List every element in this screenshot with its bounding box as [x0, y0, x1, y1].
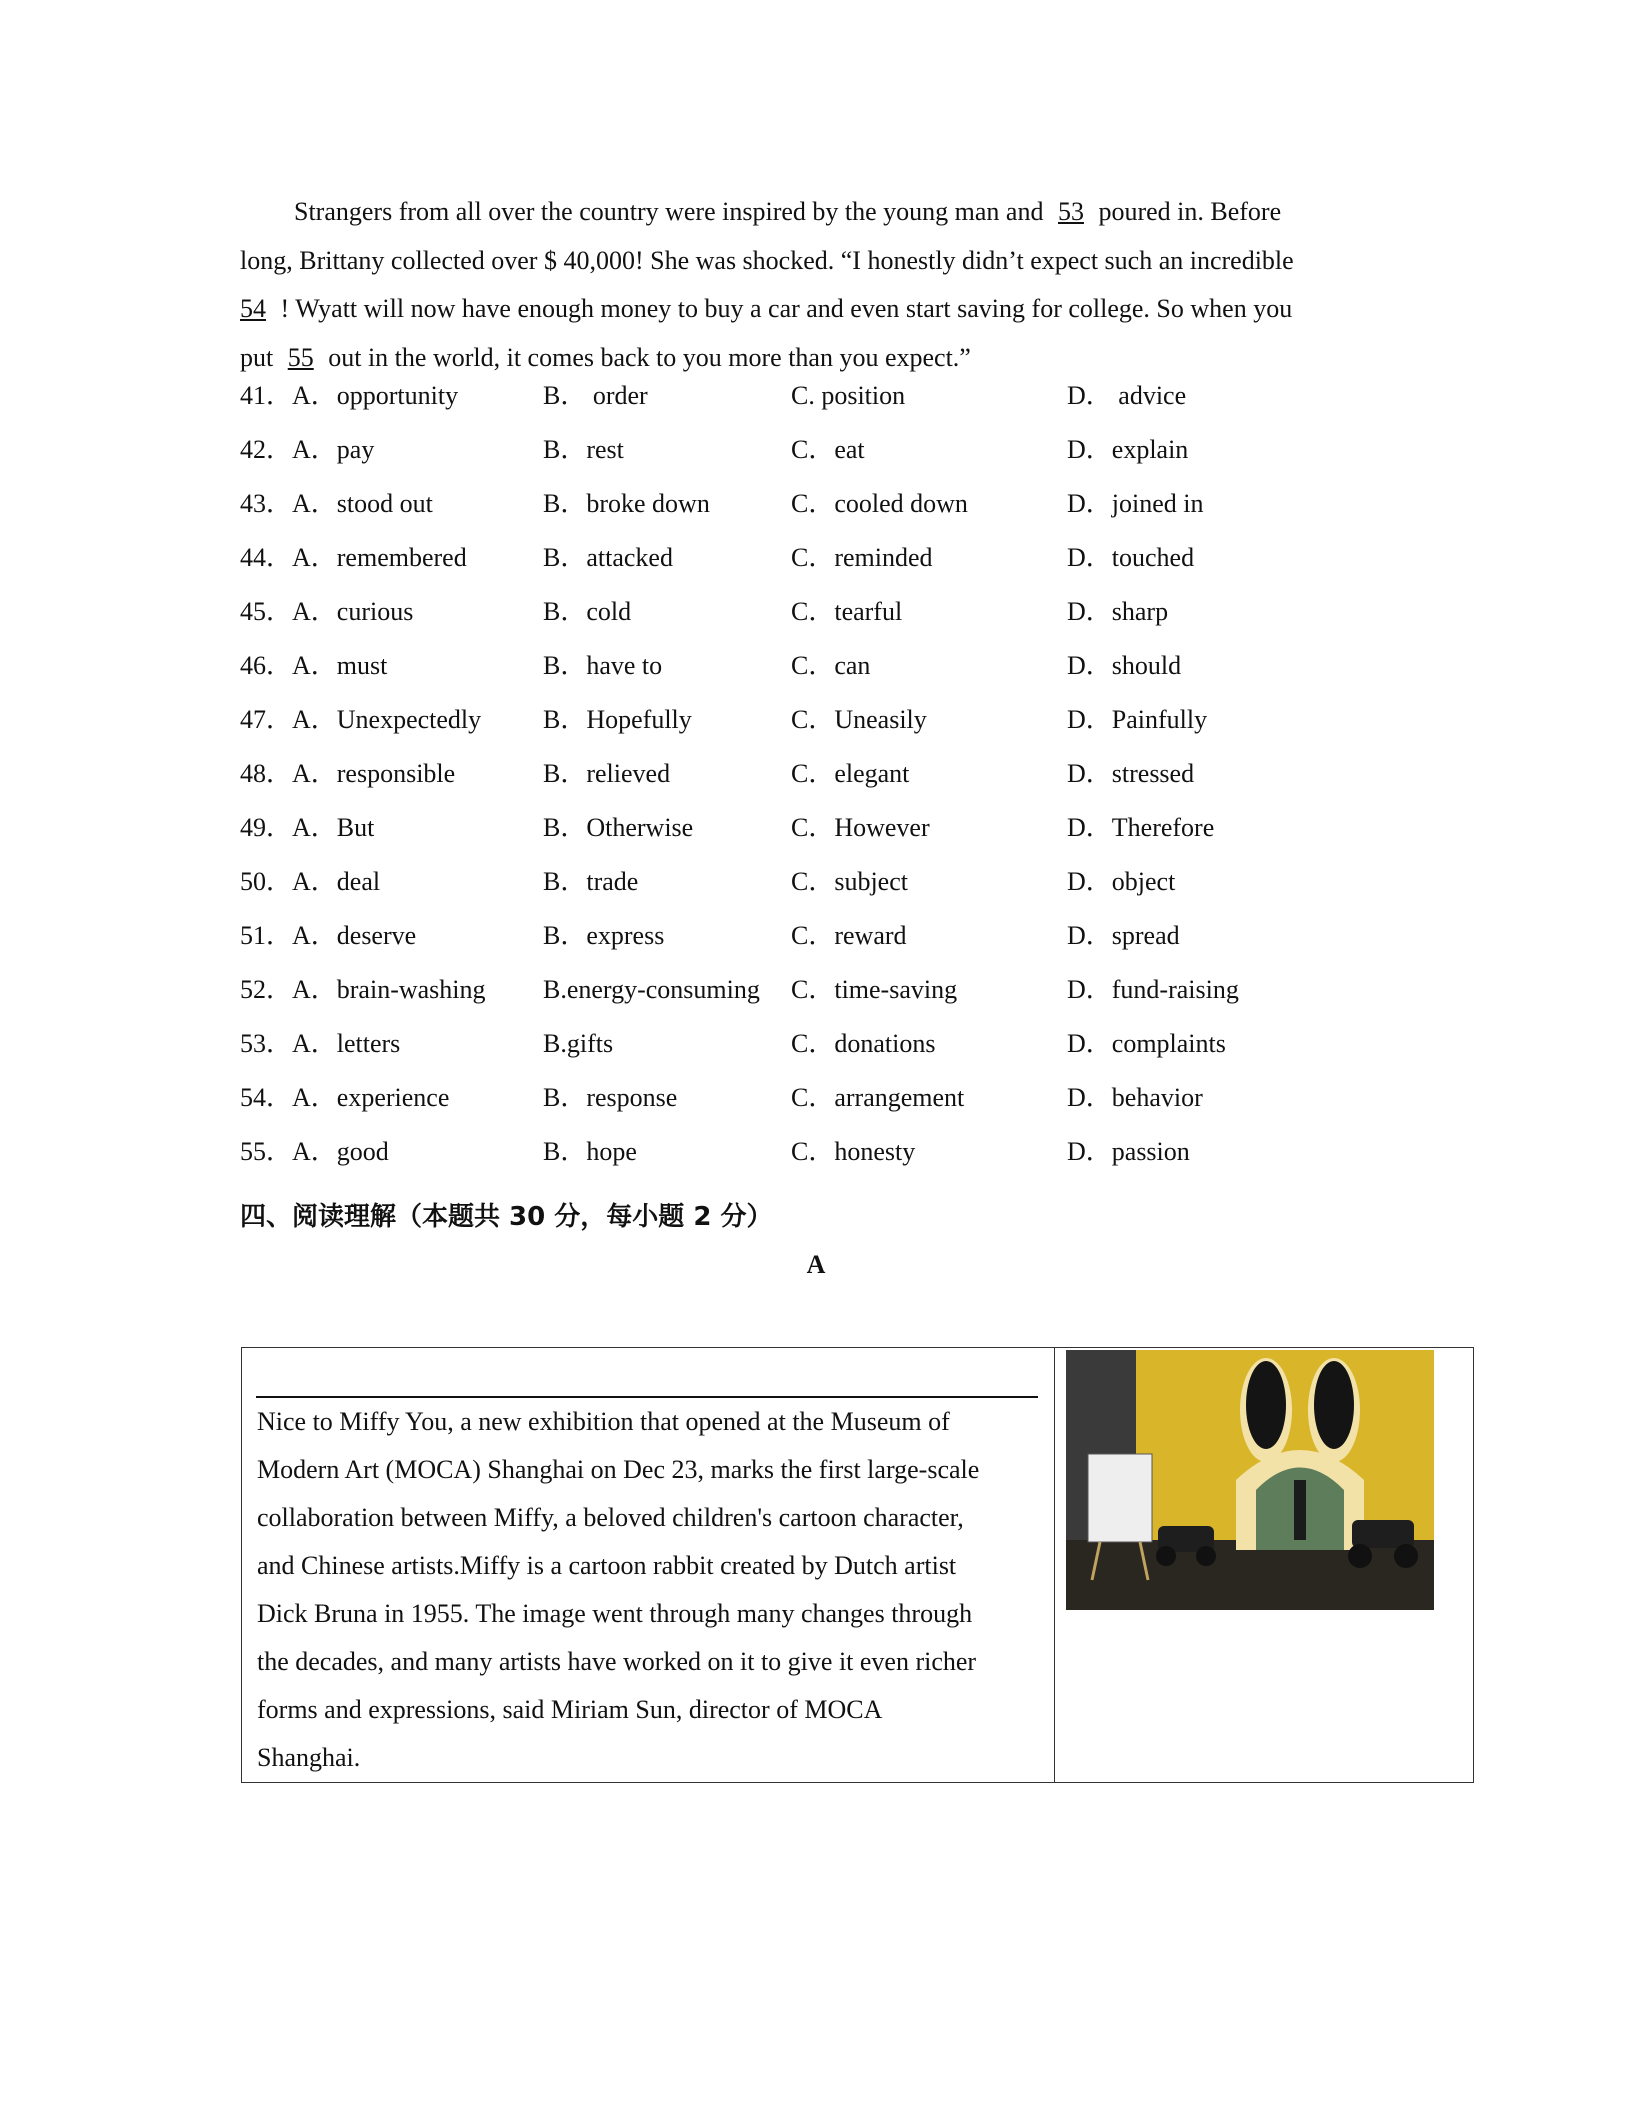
question-number: 42．: [240, 435, 293, 464]
question-number: 49．: [240, 813, 293, 842]
passage-text: out in the world, it comes back to you more than you expect.”: [328, 342, 971, 372]
option-a: A．good: [292, 1137, 389, 1166]
option-a: A．deal: [292, 867, 381, 896]
wheel: [1394, 1544, 1418, 1568]
option-b: B．attacked: [543, 543, 673, 572]
option-d: D．stressed: [1067, 759, 1195, 788]
option-a: A．must: [292, 651, 388, 680]
option-c: C．subject: [791, 867, 908, 896]
option-a: A．responsible: [292, 759, 456, 788]
blank-53: 53: [1057, 197, 1084, 226]
section-heading: 四、阅读理解（本题共 30 分，每小题 2 分）: [240, 1202, 773, 1232]
option-d: D．Painfully: [1067, 705, 1208, 734]
reading-line: the decades, and many artists have worked on it to give it even richer: [257, 1647, 977, 1676]
exhibition-photo: [1066, 1350, 1434, 1610]
reading-text: [257, 1398, 1047, 1782]
option-a: A．experience: [292, 1083, 450, 1112]
option-a: A．letters: [292, 1029, 401, 1058]
question-number: 46．: [240, 651, 293, 680]
option-a: A．But: [292, 813, 375, 842]
option-d: D． advice: [1067, 381, 1187, 410]
reading-line: Modern Art (MOCA) Shanghai on Dec 23, marks the first large-scale: [257, 1455, 980, 1484]
ear-left: [1246, 1361, 1286, 1449]
option-d: D．fund-raising: [1067, 975, 1239, 1004]
visitor-figure: [1294, 1480, 1306, 1540]
option-b: B． order: [543, 381, 648, 410]
blank-55: 55: [287, 342, 314, 372]
option-c: C．reminded: [791, 543, 933, 572]
blank-54: 54: [240, 294, 266, 323]
question-number: 45．: [240, 597, 293, 626]
option-d: D．passion: [1067, 1137, 1190, 1166]
option-c: C．elegant: [791, 759, 910, 788]
option-c: C．arrangement: [791, 1083, 965, 1112]
question-number: 43．: [240, 489, 293, 518]
option-b: B．relieved: [543, 759, 671, 788]
option-b: B．express: [543, 921, 665, 950]
option-b: B．hope: [543, 1137, 637, 1166]
option-c: C．tearful: [791, 597, 903, 626]
question-number: 50．: [240, 867, 293, 896]
option-b: B.energy-consuming: [543, 975, 760, 1004]
question-number: 53．: [240, 1029, 293, 1058]
passage-text: Strangers from all over the country were inspired by the young man and: [294, 197, 1044, 226]
option-b: B．rest: [543, 435, 624, 464]
reading-line: Nice to Miffy You, a new exhibition that opened at the Museum of: [257, 1407, 950, 1436]
option-c: C．can: [791, 651, 871, 680]
option-c: C．reward: [791, 921, 907, 950]
question-number: 51．: [240, 921, 293, 950]
passage-line-3: [240, 285, 1392, 334]
option-b: B．cold: [543, 597, 632, 626]
option-b: B．broke down: [543, 489, 710, 518]
wheel: [1156, 1546, 1176, 1566]
option-d: D．joined in: [1067, 489, 1204, 518]
option-a: A．deserve: [292, 921, 417, 950]
option-c: C．time-saving: [791, 975, 958, 1004]
reading-line: forms and expressions, said Miriam Sun, director of MOCA: [257, 1695, 883, 1724]
option-d: D．should: [1067, 651, 1182, 680]
passage-text: ! Wyatt will now have enough money to buy a car and even start saving for college. So when you: [280, 294, 1293, 323]
question-number: 55．: [240, 1137, 293, 1166]
wheel: [1196, 1546, 1216, 1566]
reading-line: Shanghai.: [257, 1743, 361, 1772]
option-a: A．curious: [292, 597, 414, 626]
option-c: C．honesty: [791, 1137, 916, 1166]
option-b: B．response: [543, 1083, 678, 1112]
option-b: B．have to: [543, 651, 663, 680]
option-c: C．cooled down: [791, 489, 968, 518]
option-c: C．Uneasily: [791, 705, 927, 734]
option-d: D．behavior: [1067, 1083, 1203, 1112]
reading-line: Dick Bruna in 1955. The image went through many changes through: [257, 1599, 973, 1628]
option-d: D．object: [1067, 867, 1176, 896]
passage-line-2: long, Brittany collected over $ 40,000! She was shocked. “I honestly didn’t expect such an incredible: [240, 245, 1294, 275]
passage-line-1: [240, 188, 1392, 237]
wheel: [1348, 1544, 1372, 1568]
option-d: D．Therefore: [1067, 813, 1215, 842]
passage-text: poured in. Before: [1098, 197, 1282, 226]
miffy-exhibit-image: [1066, 1350, 1434, 1610]
option-d: D．touched: [1067, 543, 1195, 572]
question-number: 48．: [240, 759, 293, 788]
reading-box: [241, 1347, 1474, 1783]
passage-paragraph: [240, 188, 1392, 382]
option-b: B.gifts: [543, 1029, 614, 1058]
question-number: 47．: [240, 705, 293, 734]
option-d: D．sharp: [1067, 597, 1169, 626]
option-a: A．remembered: [292, 543, 467, 572]
option-c: C．However: [791, 813, 930, 842]
question-number: 52．: [240, 975, 293, 1004]
reading-line: and Chinese artists.Miffy is a cartoon rabbit created by Dutch artist: [257, 1551, 957, 1580]
option-a: A．pay: [292, 435, 375, 464]
option-a: A．brain-washing: [292, 975, 486, 1004]
section-letter: A: [806, 1250, 826, 1279]
option-d: D．explain: [1067, 435, 1189, 464]
question-number: 54．: [240, 1083, 293, 1112]
option-b: B．trade: [543, 867, 639, 896]
option-c: C. position: [791, 381, 906, 410]
option-a: A．Unexpectedly: [292, 705, 482, 734]
option-b: B．Hopefully: [543, 705, 692, 734]
option-c: C．eat: [791, 435, 865, 464]
reading-line: collaboration between Miffy, a beloved children's cartoon character,: [257, 1503, 964, 1532]
ear-right: [1314, 1361, 1354, 1449]
poster-board: [1088, 1454, 1152, 1542]
passage-line-4: [240, 334, 1392, 383]
floor: [1066, 1540, 1434, 1610]
motorcycle-right: [1352, 1520, 1414, 1548]
option-a: A．stood out: [292, 489, 433, 518]
option-b: B．Otherwise: [543, 813, 694, 842]
box-divider: [1054, 1348, 1055, 1782]
question-number: 44．: [240, 543, 293, 572]
option-d: D．spread: [1067, 921, 1180, 950]
passage-text: put: [240, 342, 274, 372]
option-c: C．donations: [791, 1029, 936, 1058]
option-d: D．complaints: [1067, 1029, 1226, 1058]
option-a: A．opportunity: [292, 381, 459, 410]
question-number: 41．: [240, 381, 293, 410]
